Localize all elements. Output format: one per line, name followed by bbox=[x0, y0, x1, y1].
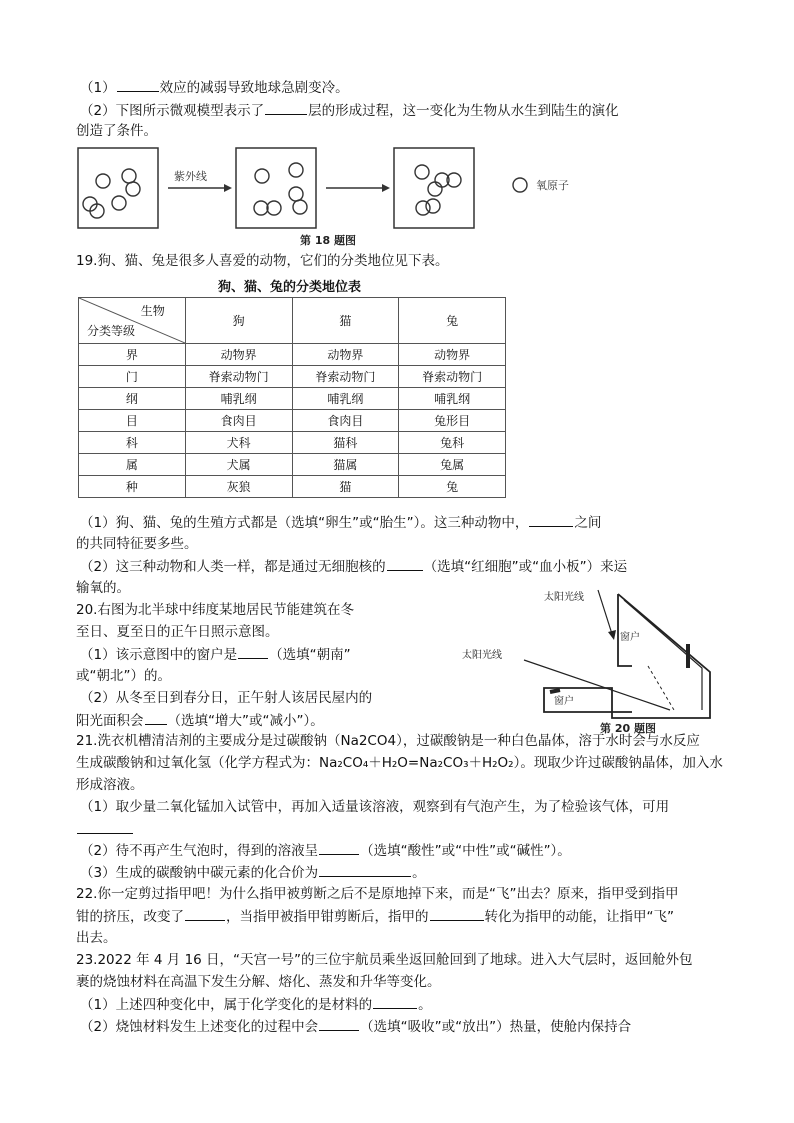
q20-part2-text: （2）从冬至日到春分日，正午射人该居民屋内的 bbox=[80, 690, 373, 706]
sunlight-label-lower: 太阳光线 bbox=[462, 650, 502, 661]
answer-blank[interactable] bbox=[373, 994, 417, 1009]
q19-table-title: 狗、猫、兔的分类地位表 bbox=[218, 280, 362, 295]
table-header-row bbox=[79, 298, 506, 344]
oxygen-atom bbox=[289, 163, 303, 177]
q18-part2-cont: 创造了条件。 bbox=[76, 123, 157, 139]
q21-stem-cont: 生成碳酸钠和过氧化氢（化学方程式为：Na₂CO₄＋H₂O=Na₂CO₃＋H₂O₂）。现取少许过碳酸钠晶体，加入水 bbox=[76, 755, 723, 771]
table-cell: 灰狼 bbox=[185, 476, 292, 498]
q21-part2-text: （2）待不再产生气泡时，得到的溶液呈 bbox=[80, 843, 319, 859]
answer-blank[interactable] bbox=[117, 77, 159, 92]
table-cell: 哺乳纲 bbox=[185, 388, 292, 410]
sunlight-ray-winter bbox=[524, 660, 670, 710]
q23-part2 bbox=[80, 1016, 631, 1037]
model-box-1 bbox=[78, 148, 158, 228]
answer-blank[interactable] bbox=[319, 840, 359, 855]
q21-part3-text: （3）生成的碳酸钠中碳元素的化合价为 bbox=[80, 865, 319, 881]
q21-part2-text-b: （选填“酸性”或“中性”或“碱性”）。 bbox=[360, 843, 571, 859]
q19-part2-text: （2）这三种动物和人类一样，都是通过无细胞核的 bbox=[80, 559, 386, 575]
table-cell: 兔科 bbox=[399, 432, 506, 454]
q21-stem-cont-2: 形成溶液。 bbox=[76, 777, 144, 793]
q18-figure bbox=[76, 144, 586, 248]
q23-part1-text: （1）上述四种变化中，属于化学变化的是材料的 bbox=[80, 997, 373, 1013]
table-cell: 脊索动物门 bbox=[185, 366, 292, 388]
q19-part1-text-b: 之间 bbox=[574, 515, 602, 531]
arrow-head bbox=[224, 184, 232, 192]
table-cell: 食肉目 bbox=[185, 410, 292, 432]
model-box-3 bbox=[394, 148, 474, 228]
rank-cell: 门 bbox=[79, 366, 186, 388]
window-lower bbox=[550, 690, 560, 692]
q18-part1-label: （1） bbox=[80, 80, 116, 96]
answer-blank[interactable] bbox=[77, 819, 133, 834]
q23-part1-text-b: 。 bbox=[418, 997, 432, 1013]
oxygen-atom bbox=[254, 201, 268, 215]
q18-part2 bbox=[80, 100, 619, 121]
uv-label: 紫外线 bbox=[174, 170, 207, 183]
window-label-lower: 窗户 bbox=[554, 696, 574, 707]
q18-figure-caption: 第 18 题图 bbox=[300, 234, 356, 247]
q20-figure-caption: 第 20 题图 bbox=[600, 722, 656, 735]
table-cell: 食肉目 bbox=[292, 410, 399, 432]
q22-stem-cont-2: 出去。 bbox=[76, 930, 117, 946]
answer-blank[interactable] bbox=[185, 906, 225, 921]
arrow-head bbox=[382, 184, 390, 192]
table-cell: 脊索动物门 bbox=[292, 366, 399, 388]
window-label-upper: 窗户 bbox=[620, 632, 640, 643]
answer-blank[interactable] bbox=[319, 862, 411, 877]
table-cell: 哺乳纲 bbox=[292, 388, 399, 410]
table-row bbox=[79, 432, 506, 454]
q20-part2-text-b: 阳光面积会 bbox=[76, 713, 144, 729]
q23-stem-cont: 裹的烧蚀材料在高温下发生分解、熔化、蒸发和升华等变化。 bbox=[76, 974, 441, 990]
q22-text-a: 钳的挤压，改变了 bbox=[76, 909, 184, 925]
q18-part1-text: 效应的减弱导致地球急剧变冷。 bbox=[159, 80, 349, 96]
oxygen-atom bbox=[122, 169, 136, 183]
answer-blank[interactable] bbox=[319, 1016, 359, 1031]
rank-cell: 目 bbox=[79, 410, 186, 432]
q19-part1 bbox=[80, 512, 601, 533]
oxygen-atom bbox=[415, 165, 429, 179]
rank-cell: 属 bbox=[79, 454, 186, 476]
q20-part1 bbox=[80, 644, 351, 665]
rank-cell: 种 bbox=[79, 476, 186, 498]
table-cell: 哺乳纲 bbox=[399, 388, 506, 410]
answer-blank[interactable] bbox=[238, 644, 268, 659]
col-header-rabbit: 兔 bbox=[399, 298, 506, 344]
q20-figure bbox=[462, 582, 720, 738]
q21-part3-text-b: 。 bbox=[412, 865, 426, 881]
oxygen-atom bbox=[416, 201, 430, 215]
answer-blank[interactable] bbox=[145, 710, 167, 725]
q19-part1-text: （1）狗、猫、兔的生殖方式都是（选填“卵生”或“胎生”）。这三种动物中， bbox=[80, 515, 529, 531]
q19-part2 bbox=[80, 556, 627, 577]
q18-part1 bbox=[80, 77, 349, 98]
answer-blank[interactable] bbox=[387, 556, 423, 571]
table-row bbox=[79, 454, 506, 476]
col-header-dog: 狗 bbox=[185, 298, 292, 344]
oxygen-legend-label: 氧原子 bbox=[536, 179, 569, 192]
sunlight-label-upper: 太阳光线 bbox=[544, 592, 584, 603]
table-cell: 动物界 bbox=[399, 344, 506, 366]
table-cell: 兔属 bbox=[399, 454, 506, 476]
header-rank-label: 分类等级 bbox=[87, 324, 136, 338]
table-cell: 猫 bbox=[292, 476, 399, 498]
table-row bbox=[79, 388, 506, 410]
q21-part1-answer bbox=[76, 819, 134, 840]
q21-part2 bbox=[80, 840, 571, 861]
q23-part1 bbox=[80, 994, 432, 1015]
table-row bbox=[79, 476, 506, 498]
classification-table bbox=[78, 297, 506, 498]
q20-part2-text-c: （选填“增大”或“减小”）。 bbox=[167, 713, 324, 729]
oxygen-atom bbox=[112, 196, 126, 210]
q20-part1-cont: 或“朝北”）的。 bbox=[76, 668, 171, 684]
rank-cell: 界 bbox=[79, 344, 186, 366]
q21-part1: （1）取少量二氧化锰加入试管中，再加入适量该溶液，观察到有气泡产生，为了检验该气体，可用 bbox=[80, 799, 670, 815]
q22-stem: 22.你一定剪过指甲吧！为什么指甲被剪断之后不是原地掉下来，而是“飞”出去？原来，指甲受到指甲 bbox=[76, 886, 679, 902]
model-box-2 bbox=[236, 148, 316, 228]
table-corner-cell bbox=[79, 298, 186, 344]
table-cell: 兔形目 bbox=[399, 410, 506, 432]
table-cell: 兔 bbox=[399, 476, 506, 498]
q19-part1-cont: 的共同特征要多些。 bbox=[76, 536, 198, 552]
table-cell: 猫属 bbox=[292, 454, 399, 476]
q20-part1-text-b: （选填“朝南” bbox=[269, 647, 351, 663]
table-row bbox=[79, 344, 506, 366]
oxygen-atom-legend-icon bbox=[513, 178, 527, 192]
q23-part2-text: （2）烧蚀材料发生上述变化的过程中会 bbox=[80, 1019, 319, 1035]
sunlight-ray-summer bbox=[598, 590, 612, 634]
q18-part2-text: （2）下图所示微观模型表示了 bbox=[80, 103, 265, 119]
answer-blank[interactable] bbox=[529, 512, 573, 527]
rank-cell: 纲 bbox=[79, 388, 186, 410]
oxygen-atom bbox=[289, 187, 303, 201]
table-row bbox=[79, 366, 506, 388]
table-cell: 脊索动物门 bbox=[399, 366, 506, 388]
table-cell: 猫科 bbox=[292, 432, 399, 454]
q19-part2-cont: 输氧的。 bbox=[76, 580, 130, 596]
table-cell: 犬属 bbox=[185, 454, 292, 476]
table-cell: 动物界 bbox=[292, 344, 399, 366]
table-cell: 犬科 bbox=[185, 432, 292, 454]
q20-stem: 20.右图为北半球中纬度某地居民节能建筑在冬 bbox=[76, 602, 354, 618]
rank-cell: 科 bbox=[79, 432, 186, 454]
q19-stem: 19.狗、猫、兔是很多人喜爱的动物，它们的分类地位见下表。 bbox=[76, 253, 449, 269]
q23-part2-text-b: （选填“吸收”或“放出”）热量，使舱内保持合 bbox=[360, 1019, 632, 1035]
q21-stem: 21.洗衣机槽清洁剂的主要成分是过碳酸钠（Na2CO4），过碳酸钠是一种白色晶体，溶于水时会与水反应 bbox=[76, 733, 700, 749]
header-bio-label: 生物 bbox=[140, 304, 165, 318]
answer-blank[interactable] bbox=[265, 100, 307, 115]
table-row bbox=[79, 410, 506, 432]
q22-stem-cont bbox=[76, 906, 674, 927]
oxygen-atom bbox=[255, 169, 269, 183]
table-cell: 动物界 bbox=[185, 344, 292, 366]
q18-part2-text-b: 层的形成过程，这一变化为生物从水生到陆生的演化 bbox=[308, 103, 619, 119]
q22-text-b: ，当指甲被指甲钳剪断后，指甲的 bbox=[226, 909, 429, 925]
q22-text-c: 转化为指甲的动能，让指甲“飞” bbox=[484, 909, 674, 925]
q23-stem: 23.2022 年 4 月 16 日，“天宫一号”的三位宇航员乘坐返回舱回到了地球。进入大气层时，返回舱外包 bbox=[76, 952, 693, 968]
q19-part2-text-b: （选填“红细胞”或“血小板”）来运 bbox=[423, 559, 628, 575]
oxygen-atom bbox=[293, 200, 307, 214]
oxygen-atom bbox=[96, 174, 110, 188]
q21-part3 bbox=[80, 862, 426, 883]
arrow-head bbox=[608, 630, 616, 640]
col-header-cat: 猫 bbox=[292, 298, 399, 344]
oxygen-atom bbox=[126, 182, 140, 196]
oxygen-atom bbox=[426, 199, 440, 213]
oxygen-atom bbox=[428, 182, 442, 196]
q20-part2-cont bbox=[76, 710, 324, 731]
q20-part1-text: （1）该示意图中的窗户是 bbox=[80, 647, 238, 663]
answer-blank[interactable] bbox=[430, 906, 484, 921]
q20-stem-cont: 至日、夏至日的正午日照示意图。 bbox=[76, 624, 279, 640]
oxygen-atom bbox=[267, 201, 281, 215]
